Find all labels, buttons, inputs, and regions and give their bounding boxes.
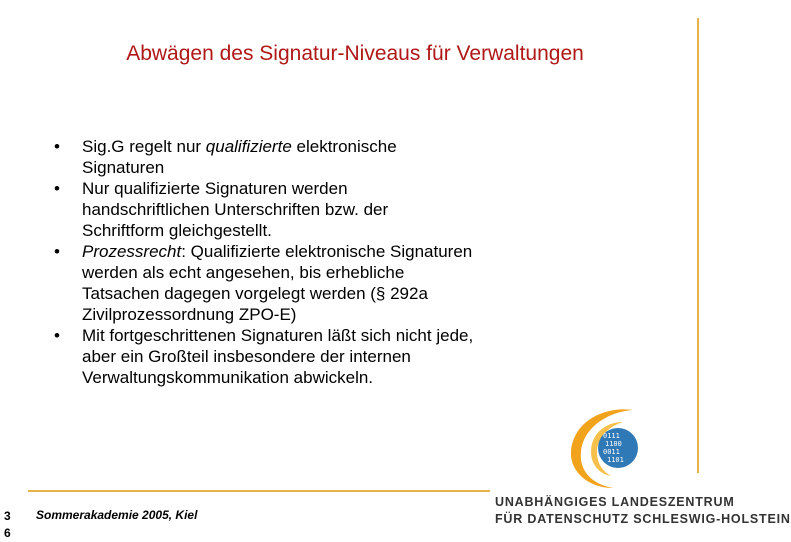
uld-logo-icon bbox=[563, 400, 659, 494]
organization-line: UNABHÄNGIGES LANDESZENTRUM bbox=[495, 495, 735, 509]
bullet-item bbox=[54, 241, 614, 325]
bullet-text: Tatsachen dagegen vorgelegt werden (§ 292a bbox=[82, 284, 428, 303]
slide-title: Abwägen des Signatur-Niveaus für Verwaltungen bbox=[126, 42, 584, 65]
bullet-text: aber ein Großteil insbesondere der internen bbox=[82, 347, 411, 366]
bullet-text: werden als echt angesehen, bis erhebliche bbox=[82, 263, 405, 282]
organization-name bbox=[495, 494, 791, 528]
bullet-text: Verwaltungskommunikation abwickeln. bbox=[82, 368, 374, 387]
page-number bbox=[4, 508, 16, 542]
right-accent-rule bbox=[697, 18, 699, 473]
bullet-text: : Qualifizierte elektronische Signaturen bbox=[181, 242, 473, 261]
bullet-text: Mit fortgeschrittenen Signaturen läßt sich nicht jede, bbox=[82, 326, 474, 345]
bullet-marker: • bbox=[54, 326, 60, 345]
bullet-item bbox=[54, 325, 614, 388]
organization-line: FÜR DATENSCHUTZ SCHLESWIG-HOLSTEIN bbox=[495, 512, 791, 526]
footer-event-label: Sommerakademie 2005, Kiel bbox=[36, 508, 198, 522]
bullet-emphasis: qualifizierte bbox=[205, 137, 292, 156]
bullet-text: Nur qualifizierte Signaturen werden bbox=[82, 179, 348, 198]
bullet-marker: • bbox=[54, 179, 60, 198]
bullet-text: elektronische bbox=[291, 137, 397, 156]
bullet-marker: • bbox=[54, 242, 60, 261]
bullet-emphasis: Prozessrecht bbox=[82, 242, 182, 261]
bullet-item bbox=[54, 136, 614, 178]
bullet-text: handschriftlichen Unterschriften bzw. der bbox=[82, 200, 389, 219]
bullet-text: Signaturen bbox=[82, 158, 165, 177]
bullet-text: Sig.G regelt nur bbox=[82, 137, 206, 156]
page-number-part: 3 bbox=[4, 509, 11, 523]
logo-digits: 0111 bbox=[603, 432, 620, 440]
footer-accent-rule bbox=[28, 490, 490, 492]
bullet-marker: • bbox=[54, 137, 60, 156]
logo-digits: 1101 bbox=[607, 456, 624, 464]
bullet-item bbox=[54, 178, 614, 241]
page-number-part: 6 bbox=[4, 526, 11, 540]
logo-digits: 1100 bbox=[605, 440, 622, 448]
logo-digits: 0011 bbox=[603, 448, 620, 456]
bullet-text: Zivilprozessordnung ZPO-E) bbox=[82, 305, 297, 324]
bullet-text: Schriftform gleichgestellt. bbox=[82, 221, 272, 240]
bullet-list bbox=[54, 136, 614, 388]
